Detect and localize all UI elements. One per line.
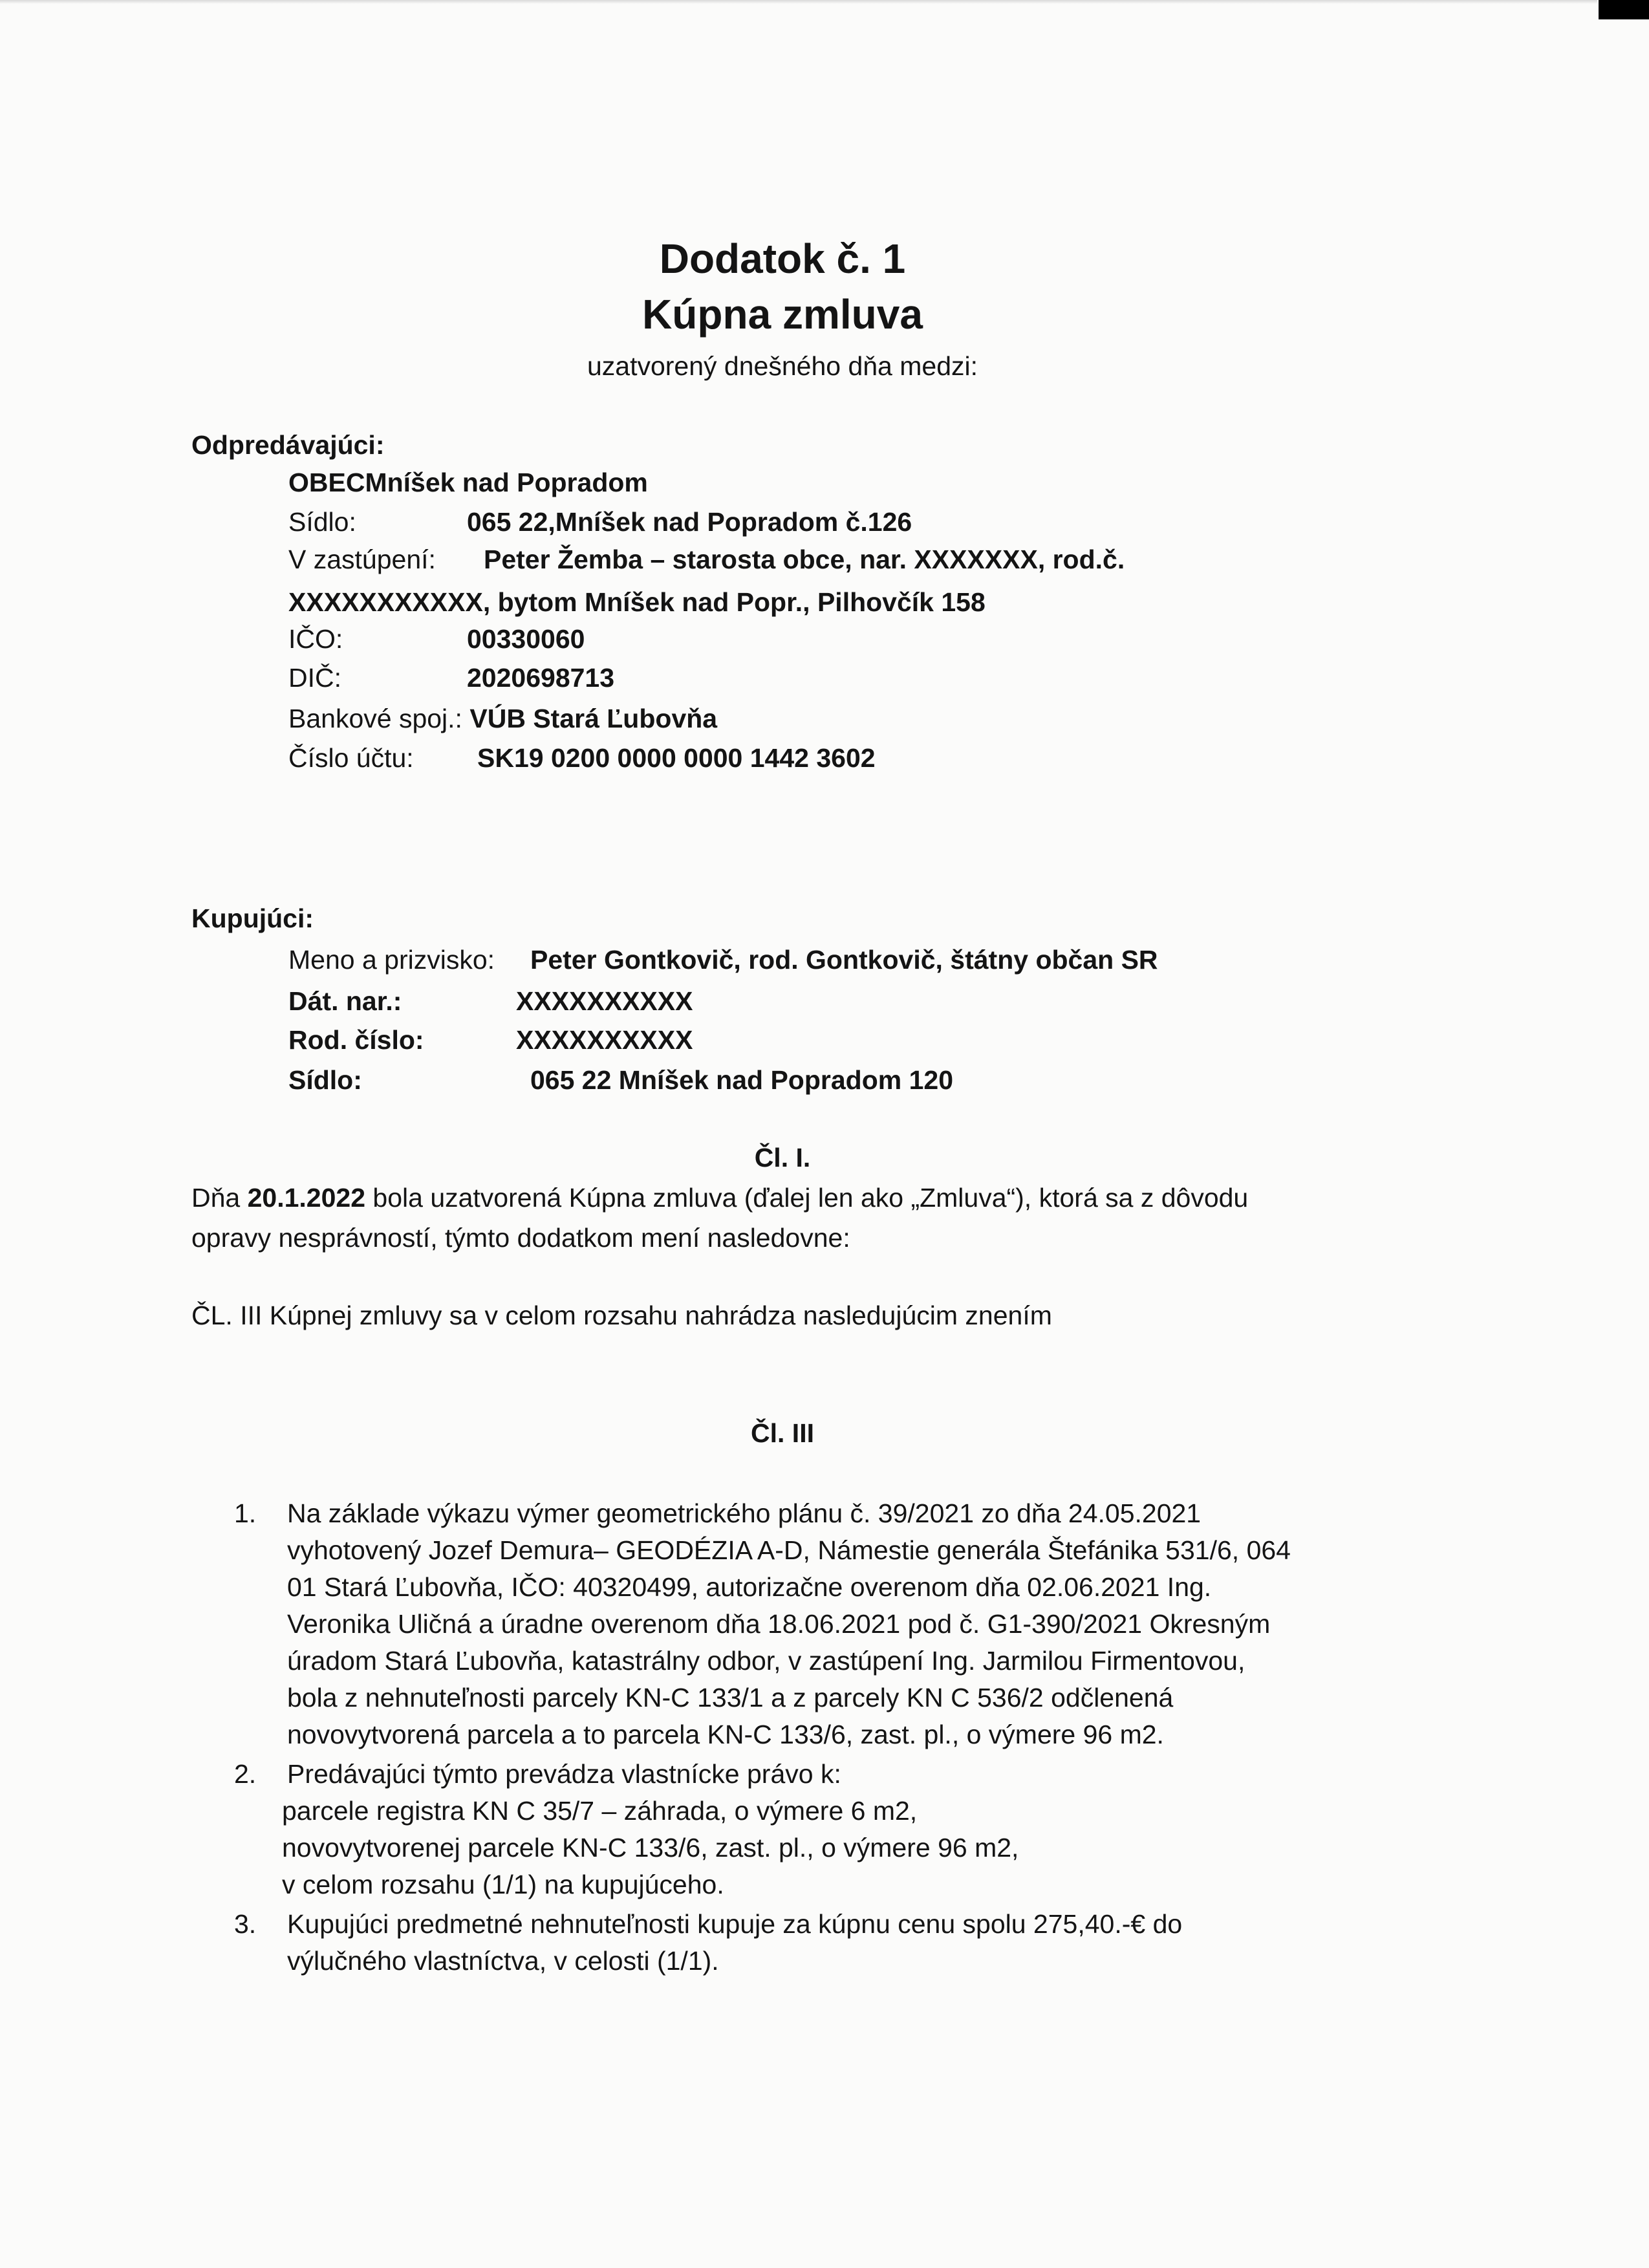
- article-1-line-1: [191, 1180, 1248, 1216]
- contract-date: 20.1.2022: [247, 1183, 366, 1213]
- buyer-seat-value: 065 22 Mníšek nad Popradom 120: [530, 1065, 953, 1095]
- item-line: Predávajúci týmto prevádza vlastnícke právo k:: [287, 1759, 841, 1789]
- seller-bank-label: [288, 700, 717, 737]
- item-number: 2.: [234, 1759, 257, 1789]
- seller-represented-continued: XXXXXXXXXXX, bytom Mníšek nad Popr., Pilhovčík 158: [288, 587, 986, 617]
- item-line: vyhotovený Jozef Demura– GEODÉZIA A-D, Námestie generála Štefánika 531/6, 064: [287, 1535, 1291, 1565]
- seller-ico-value: 00330060: [467, 624, 585, 654]
- list-item: [234, 1756, 1451, 1903]
- article-1-line-1-rest: bola uzatvorená Kúpna zmluva (ďalej len ako „Zmluva“), ktorá sa z dôvodu: [365, 1183, 1249, 1213]
- scan-corner-mark: [1599, 0, 1649, 19]
- seller-represented-value: Peter Žemba – starosta obce, nar. XXXXXXX, rod.č.: [484, 545, 1125, 574]
- buyer-id-label: Rod. číslo:: [288, 1025, 424, 1055]
- buyer-birth-value: XXXXXXXXXX: [516, 986, 693, 1016]
- item-line: Veronika Uličná a úradne overenom dňa 18.06.2021 pod č. G1-390/2021 Okresným: [287, 1609, 1271, 1639]
- seller-seat-value: 065 22,Mníšek nad Popradom č.126: [467, 507, 912, 537]
- list-item: [234, 1906, 1451, 1980]
- item-line: novovytvorená parcela a to parcela KN-C 133/6, zast. pl., o výmere 96 m2.: [287, 1720, 1164, 1749]
- item-line: Kupujúci predmetné nehnuteľnosti kupuje za kúpnu cenu spolu 275,40.-€ do: [287, 1909, 1183, 1939]
- buyer-id-value: XXXXXXXXXX: [516, 1025, 693, 1055]
- seller-name: OBECMníšek nad Popradom: [288, 468, 648, 497]
- item-subline: v celom rozsahu (1/1) na kupujúceho.: [282, 1870, 724, 1899]
- list-item: [234, 1495, 1451, 1753]
- seller-account-label: Číslo účtu:: [288, 743, 414, 773]
- buyer-seat-label: Sídlo:: [288, 1065, 362, 1095]
- item-number: 3.: [234, 1909, 257, 1939]
- buyer-heading: Kupujúci:: [191, 903, 314, 933]
- seller-heading: Odpredávajúci:: [191, 430, 385, 460]
- item-line: úradom Stará Ľubovňa, katastrálny odbor, v zastúpení Ing. Jarmilou Firmentovou,: [287, 1646, 1245, 1676]
- seller-ico-label: IČO:: [288, 624, 343, 654]
- seller-bank-value: VÚB Stará Ľubovňa: [469, 704, 718, 733]
- article-1-line-2: opravy nesprávností, týmto dodatkom mení nasledovne:: [191, 1223, 850, 1253]
- seller-dic-value: 2020698713: [467, 663, 615, 693]
- item-subline: parcele registra KN C 35/7 – záhrada, o výmere 6 m2,: [282, 1796, 918, 1826]
- seller-account-value: SK19 0200 0000 0000 1442 3602: [477, 743, 876, 773]
- buyer-name-label: Meno a prizvisko:: [288, 945, 495, 975]
- item-line: výlučného vlastníctva, v celosti (1/1).: [287, 1946, 719, 1976]
- article-3-list: [188, 1495, 1451, 1980]
- buyer-birth-label: Dát. nar.:: [288, 986, 402, 1016]
- scan-top-edge: [0, 0, 1597, 4]
- seller-represented-label: V zastúpení:: [288, 545, 436, 574]
- item-line: Na základe výkazu výmer geometrického plánu č. 39/2021 zo dňa 24.05.2021: [287, 1498, 1202, 1528]
- seller-bank-label-text: Bankové spoj.:: [288, 704, 462, 733]
- buyer-name-value: Peter Gontkovič, rod. Gontkovič, štátny občan SR: [530, 945, 1158, 975]
- replacement-note: ČL. III Kúpnej zmluvy sa v celom rozsahu nahrádza nasledujúcim znením: [191, 1301, 1052, 1330]
- document-subtitle: Kúpna zmluva: [642, 291, 923, 338]
- seller-seat-label: Sídlo:: [288, 507, 356, 537]
- document-title: Dodatok č. 1: [659, 235, 906, 282]
- article-3-heading: Čl. III: [751, 1418, 814, 1448]
- article-1-prefix: Dňa: [191, 1183, 248, 1213]
- item-line: bola z nehnuteľnosti parcely KN-C 133/1 a z parcely KN C 536/2 odčlenená: [287, 1683, 1174, 1712]
- parties-intro: uzatvorený dnešného dňa medzi:: [587, 351, 978, 381]
- item-number: 1.: [234, 1498, 257, 1528]
- seller-dic-label: DIČ:: [288, 663, 341, 693]
- item-subline: novovytvorenej parcele KN-C 133/6, zast. pl., o výmere 96 m2,: [282, 1833, 1019, 1863]
- item-line: 01 Stará Ľubovňa, IČO: 40320499, autorizačne overenom dňa 02.06.2021 Ing.: [287, 1572, 1212, 1602]
- article-1-heading: Čl. I.: [754, 1143, 811, 1172]
